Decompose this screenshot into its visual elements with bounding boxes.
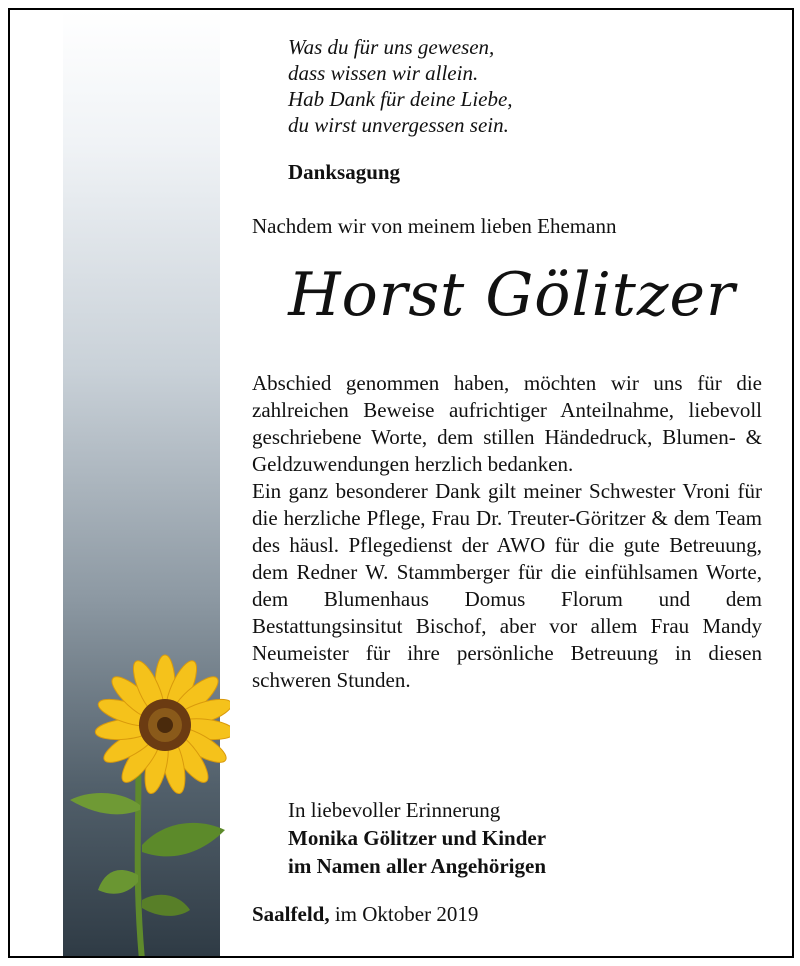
- thanks-paragraph: Ein ganz besonderer Dank gilt meiner Schwester Vroni für die herzliche Pflege, Frau Dr. Treuter-Göritzer & dem Team des häusl. Pflegedienst der AWO für die gute Betreuung, dem Redner W. Stammberger für die einfühlsamen Worte, dem Blumenhaus Domus Florum und dem Bestattungsinsitut Bischof, aber vor allem Frau Mandy Neumeister für ihre persönliche Betreuung in diesen schweren Stunden.: [252, 479, 762, 692]
- verse-line: du wirst unvergessen sein.: [288, 113, 509, 137]
- thanks-paragraph: Abschied genommen haben, möchten wir uns für die zahlreichen Beweise aufrichtiger Anteilnahme, liebevoll geschriebene Worte, dem stillen Händedruck, Blumen- & Geldzuwendungen herzlich bedanken.: [252, 371, 762, 476]
- deceased-name: Horst Gölitzer: [288, 260, 736, 330]
- verse-line: Was du für uns gewesen,: [288, 35, 495, 59]
- date: im Oktober 2019: [334, 902, 479, 926]
- signatory-line: im Namen aller Angehörigen: [288, 854, 547, 878]
- place: Saalfeld,: [252, 902, 330, 926]
- heading: Danksagung: [288, 160, 401, 184]
- verse-line: Hab Dank für deine Liebe,: [288, 87, 513, 111]
- thanks-text: [252, 370, 762, 694]
- signatory-line: Monika Gölitzer und Kinder: [288, 826, 547, 850]
- verse-line: dass wissen wir allein.: [288, 61, 479, 85]
- memorial-verse: [288, 34, 513, 138]
- sunflower-image: [50, 640, 230, 958]
- signature-block: [288, 796, 546, 880]
- obituary-card: [8, 8, 794, 958]
- closing-line: In liebevoller Erinnerung: [288, 798, 501, 822]
- intro-line: Nachdem wir von meinem lieben Ehemann: [252, 214, 617, 238]
- place-date: [252, 902, 478, 927]
